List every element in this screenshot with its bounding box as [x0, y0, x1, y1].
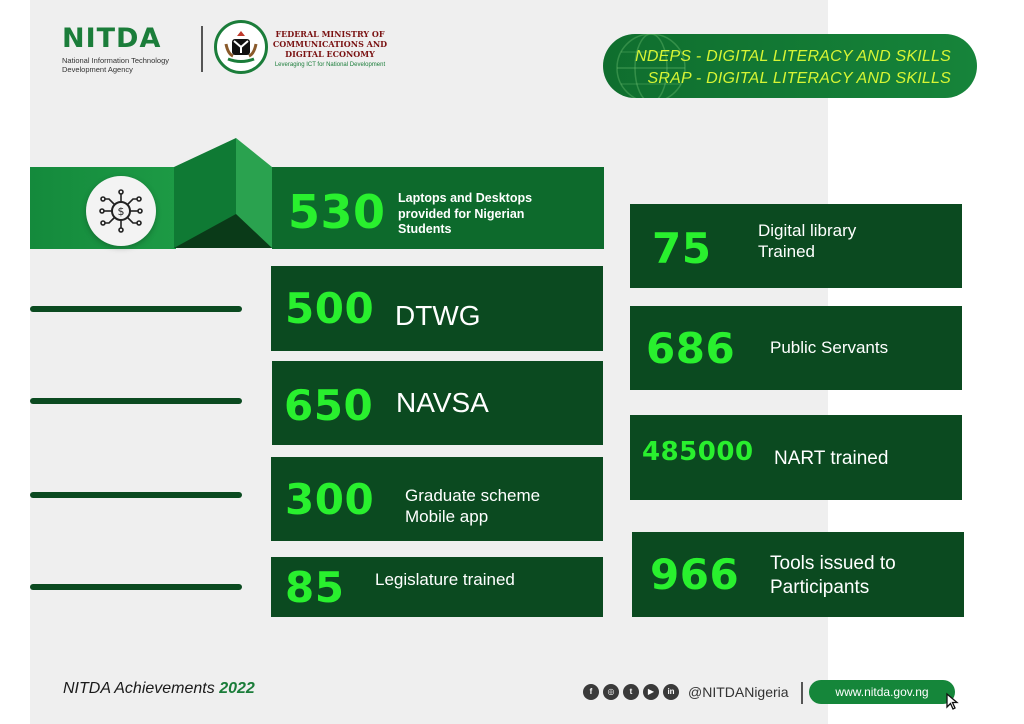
- theme-line-srap: SRAP - DIGITAL LITERACY AND SKILLS: [647, 70, 951, 87]
- footer-title: [63, 680, 255, 698]
- nitda-tagline: National Information Technology Development Agency: [62, 56, 170, 74]
- footer-title-text: NITDA Achievements: [63, 680, 215, 697]
- coat-of-arms-icon: [214, 20, 268, 74]
- stat-number: 485000: [642, 437, 754, 467]
- stat-label: Graduate scheme Mobile app: [405, 486, 541, 527]
- stat-label: Legislature trained: [375, 570, 515, 589]
- theme-line-ndeps: NDEPS - DIGITAL LITERACY AND SKILLS: [635, 48, 951, 65]
- ministry-logo: [272, 29, 388, 68]
- globe-icon: [611, 34, 691, 98]
- connector-line: [30, 398, 242, 404]
- stat-card-legislature: [271, 557, 603, 617]
- stat-card-digital-library: [630, 204, 962, 288]
- connector-line: [30, 492, 242, 498]
- hero-ribbon-fold: [174, 138, 274, 250]
- stat-number: 85: [285, 563, 345, 612]
- ministry-name: FEDERAL MINISTRY OF COMMUNICATIONS AND DIGITAL ECONOMY: [272, 29, 388, 59]
- youtube-icon[interactable]: ▶: [643, 684, 659, 700]
- linkedin-icon[interactable]: in: [663, 684, 679, 700]
- website-link[interactable]: www.nitda.gov.ng: [809, 680, 955, 704]
- stat-label: Tools issued to Participants: [770, 553, 896, 598]
- stat-label: NAVSA: [396, 387, 489, 418]
- stat-card-public-servants: [630, 306, 962, 390]
- ministry-slogan: Leveraging ICT for National Development: [274, 62, 386, 68]
- instagram-icon[interactable]: ◎: [603, 684, 619, 700]
- stat-card-tools: [632, 532, 964, 617]
- logo-divider: [201, 26, 203, 72]
- twitter-icon[interactable]: t: [623, 684, 639, 700]
- hero-stat-card: [272, 167, 604, 249]
- stat-label: Digital library Trained: [758, 221, 857, 262]
- hero-icon-circle: [86, 176, 156, 246]
- stat-card-nart: [630, 415, 962, 500]
- social-icons: [583, 684, 679, 700]
- footer-divider: [801, 682, 803, 704]
- hero-stat-label: Laptops and Desktops provided for Nigerian Students: [398, 191, 533, 237]
- stat-number: 75: [652, 224, 712, 273]
- svg-text:$: $: [117, 205, 125, 218]
- stat-card-navsa: [272, 361, 603, 445]
- hero-stat-number: 530: [288, 185, 386, 239]
- connector-line: [30, 306, 242, 312]
- nitda-wordmark: NITDA: [62, 23, 162, 54]
- money-network-icon: [95, 185, 147, 237]
- stat-label: DTWG: [395, 300, 481, 331]
- stat-number: 650: [284, 381, 374, 430]
- stat-card-dtwg: [271, 266, 603, 351]
- stat-number: 300: [285, 475, 375, 524]
- nitda-logo: [62, 24, 192, 74]
- social-handle[interactable]: @NITDANigeria: [688, 684, 789, 700]
- footer-year: 2022: [219, 680, 255, 697]
- stat-number: 686: [646, 324, 736, 373]
- stat-label: Public Servants: [770, 338, 889, 357]
- stat-number: 966: [650, 550, 740, 599]
- stat-number: 500: [285, 284, 375, 333]
- stat-label: NART trained: [774, 448, 889, 469]
- theme-banner: [603, 34, 977, 98]
- stat-card-graduate-scheme: [271, 457, 603, 541]
- cursor-icon: [944, 692, 964, 712]
- facebook-icon[interactable]: f: [583, 684, 599, 700]
- connector-line: [30, 584, 242, 590]
